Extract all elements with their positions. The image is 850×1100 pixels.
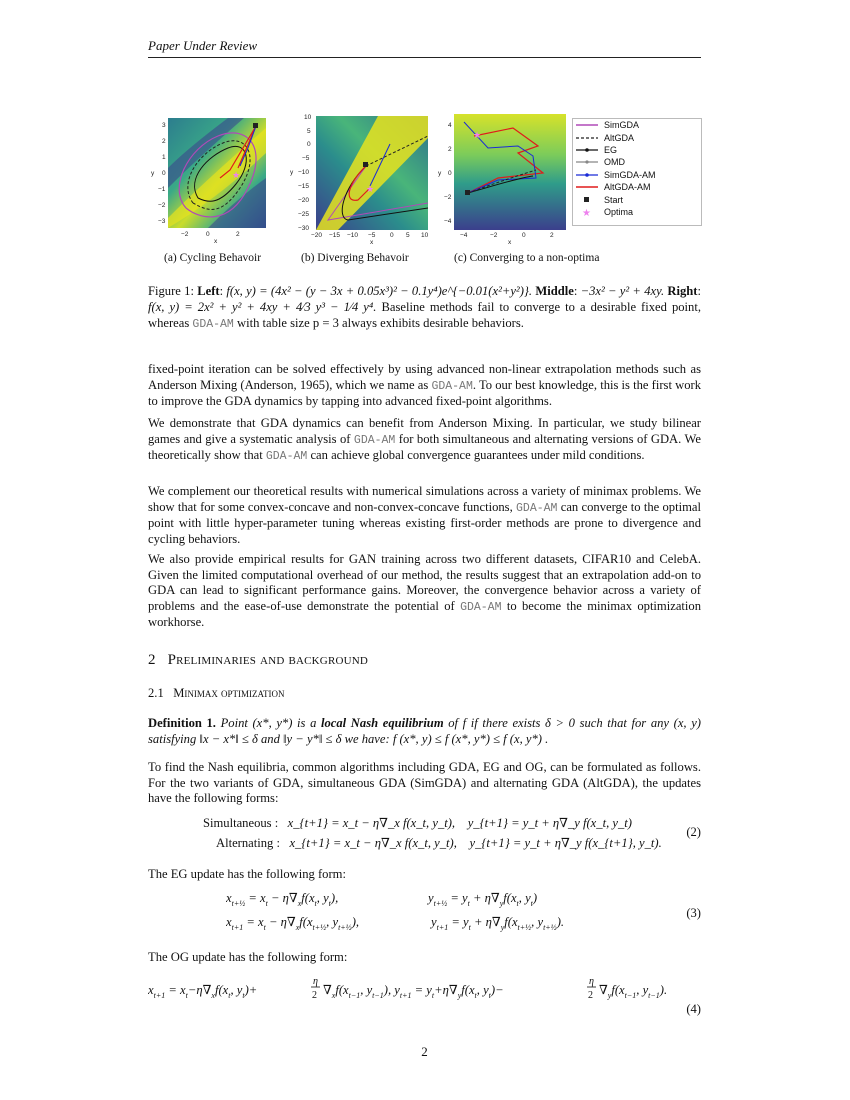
x-axis-label: x [214, 238, 218, 245]
y-tick: −3 [158, 218, 166, 225]
y-axis-label: y [438, 170, 442, 177]
x-tick: 5 [406, 232, 410, 239]
x-tick: −15 [329, 232, 341, 239]
y-tick: −30 [298, 225, 310, 232]
legend-swatch [576, 145, 598, 155]
paragraph-1: fixed-point iteration can be solved effectively by using advanced non-linear extrapolation methods such as Anderson Mixing (Anderson, 1965), which we name as GDA-AM. To our best knowledge, this is the first work to improve the GDA dynamics by tapping into advanced fixed-point algorithms. [148, 362, 701, 409]
legend-swatch [576, 157, 598, 167]
caption-middle-label: Middle [535, 284, 574, 298]
x-tick: −2 [490, 232, 498, 239]
x-tick: −5 [368, 232, 376, 239]
x-axis-label: x [370, 239, 374, 246]
subcaption-b: (b) Diverging Behavoir [301, 252, 409, 264]
legend-item: ★ Optima [573, 206, 701, 218]
method-name: GDA-AM [192, 318, 234, 331]
y-tick: 0 [162, 170, 166, 177]
y-tick: −2 [444, 194, 452, 201]
caption-text: with table size p = 3 always exhibits desirable behaviors. [237, 316, 524, 330]
start-marker [253, 123, 258, 128]
y-tick: 2 [448, 146, 452, 153]
x-tick: 2 [550, 232, 554, 239]
y-tick: 0 [307, 141, 311, 148]
caption-right-formula: f(x, y) = 2x² + y² + 4xy + 4⁄3 y³ − 1⁄4 y⁴. [148, 300, 377, 314]
caption-right-label: Right [667, 284, 698, 298]
y-tick: −4 [444, 218, 452, 225]
svg-text:η: η [313, 976, 318, 987]
y-tick: −5 [302, 155, 310, 162]
section-heading: 2 Preliminaries and background [148, 652, 369, 668]
equation-number: (4) [686, 1002, 701, 1016]
figure-caption: Figure 1: Left: f(x, y) = (4x² − (y − 3x + 0.05x³)² − 0.1y⁴)e^{−0.01(x²+y²)}. Middle: −3x² − y² + 4xy. Right: f(x, y) = 2x² + y² + 4xy + 4⁄3 y³ − 1⁄4 y⁴. Baseline methods fail to converge to a desirable fixed point, whereas GDA-AM with table size p = 3 always exhibits desirable behaviors. [148, 284, 701, 331]
svg-text:xt+1 = xt − η∇xf(xt+½, yt+½),: $x_{t+1} = x_t - \eta\nabla_xf(x_{t+\frac{1}{2}}$, $y_{t+\frac{1}{2}}$), [226, 915, 360, 932]
x-tick: 0 [206, 231, 210, 238]
y-tick: 10 [304, 114, 312, 121]
legend-swatch [576, 195, 598, 205]
method-name: GDA-AM [431, 379, 473, 393]
method-name: GDA-AM [460, 600, 502, 614]
figure-panel-b [288, 108, 438, 248]
figure-panel-c [438, 108, 573, 248]
subcaption-c: (c) Converging to a non-optima [454, 252, 600, 264]
y-tick: 0 [448, 170, 452, 177]
legend-swatch [576, 120, 598, 130]
svg-text:yt+1 = yt + η∇yf(xt+½, yt+½).: $y_{t+1} = y_t + \eta\nabla_yf(x_{t+\frac{1}{2}}$, $y_{t+\frac{1}{2}}$). [431, 915, 565, 932]
legend-item: AltGDA [573, 131, 701, 143]
legend-swatch [576, 207, 598, 217]
legend-item: AltGDA-AM [573, 181, 701, 193]
figure-panel-a [148, 108, 274, 248]
equation-2-simultaneous: Simultaneous : x_{t+1} = x_t − η∇_x f(x_t, y_t), y_{t+1} = y_t + η∇_y f(x_t, y_t) [203, 816, 632, 830]
x-tick: −4 [460, 232, 468, 239]
legend-item: OMD [573, 156, 701, 168]
svg-text:2: 2 [588, 990, 593, 1001]
optima-marker: ★ [366, 184, 375, 194]
x-tick: −20 [311, 232, 323, 239]
y-tick: 4 [448, 122, 452, 129]
paragraph-2: We demonstrate that GDA dynamics can benefit from Anderson Mixing. In particular, we study bilinear games and give a systematic analysis of GDA-AM for both simultaneous and alternating versions of GDA. We theoretically show that GDA-AM can achieve global convergence guarantees under mild conditions. [148, 416, 701, 464]
x-axis-label: x [508, 239, 512, 246]
y-tick: −15 [298, 183, 310, 190]
method-name: GDA-AM [353, 433, 396, 447]
y-axis-label: y [151, 170, 155, 177]
definition-1: Definition 1. Point (x*, y*) is a local Nash equilibrium of f if there exists δ > 0 such that for any (x, y) satisfying ‖x − x*‖ ≤ δ and ‖y − y*‖ ≤ δ we have: f (x*, y) ≤ f (x*, y*) ≤ f (x, y*) . [148, 716, 701, 746]
contour-background [454, 114, 566, 230]
x-tick: −2 [181, 231, 189, 238]
x-tick: 10 [421, 232, 429, 239]
subsection-heading: 2.1 Minimax optimization [148, 686, 285, 700]
paragraph-6: The EG update has the following form: [148, 867, 346, 881]
y-tick: −20 [298, 197, 310, 204]
paragraph-3: We complement our theoretical results with numerical simulations across a variety of minimax problems. We show that for some convex-concave and non-convex-concave functions, GDA-AM can converge to the optimal point with little hyper-parameter tuning whereas existing first-order methods are prone to divergence and cycling behaviors. [148, 484, 701, 546]
x-tick: −10 [347, 232, 359, 239]
y-axis-label: y [290, 169, 294, 176]
svg-text:∇xf(xt−1, yt−1), yt+1 = yt+η∇y: $\nabla_xf(x_{t-1}$, $y_{t-1}$), $y_{t+1} = y_t+\eta\nabla_yf(x_t$, $y_t)-$ [323, 983, 504, 1000]
y-tick: −10 [298, 169, 310, 176]
y-tick: 2 [162, 138, 166, 145]
y-tick: 3 [162, 122, 166, 129]
paragraph-5: To find the Nash equilibria, common algorithms including GDA, EG and OG, can be formulated as follows. For the two variants of GDA, simultaneous GDA (SimGDA) and alternating GDA (AltGDA), the updates have the following forms: [148, 760, 701, 806]
paragraph-4: We also provide empirical results for GAN training across two different datasets, CIFAR10 and CelebA. Given the limited computational overhead of our method, the results suggest that an extrapolation add-on to GDA can lead to significant performance gains. Moreover, the convergence behavior across a variety of problems and the ease-of-use demonstrate the potential of GDA-AM to become the minimax optimization workhorse. [148, 552, 702, 630]
caption-left-label: Left [197, 284, 220, 298]
svg-text:xt+½ = xt − η∇xf(xt, yt),: $x_{t+\frac{1}{2}} = x_t - \eta\nabla_xf(x_t$, $y_t$), [226, 891, 339, 908]
equation-number: (2) [686, 825, 701, 839]
legend-swatch [576, 170, 598, 180]
page-number: 2 [421, 1044, 428, 1059]
y-tick: −25 [298, 211, 310, 218]
caption-text: Baseline methods fail to converge to a desirable fixed point, whereas [148, 300, 701, 330]
equation-number: (3) [686, 906, 701, 920]
figure-legend [572, 118, 702, 226]
start-marker [465, 190, 470, 195]
legend-item: EG [573, 144, 701, 156]
y-tick: 5 [307, 128, 311, 135]
legend-swatch [576, 182, 598, 192]
legend-item: SimGDA [573, 119, 701, 131]
equation-2-alternating: Alternating : x_{t+1} = x_t − η∇_x f(x_t, y_t), y_{t+1} = y_t + η∇_y f(x_{t+1}, y_t). [216, 836, 662, 850]
svg-text:yt+½ = yt + η∇yf(xt, yt): $y_{t+\frac{1}{2}} = y_t + \eta\nabla_yf(x_t$, $y_t$) [428, 891, 538, 908]
method-name: GDA-AM [265, 450, 308, 464]
y-tick: −2 [158, 202, 166, 209]
caption-left-formula: f(x, y) = (4x² − (y − 3x + 0.05x³)² − 0.1y⁴)e^{−0.01(x²+y²)}. [226, 284, 533, 298]
y-tick: −1 [158, 186, 166, 193]
x-tick: 0 [390, 232, 394, 239]
legend-item: Start [573, 193, 701, 205]
running-title: Paper Under Review [148, 38, 701, 58]
equation-4 [148, 970, 701, 1002]
svg-text:η: η [589, 976, 594, 987]
x-tick: 2 [236, 231, 240, 238]
legend-swatch [576, 133, 598, 143]
paragraph-7: The OG update has the following form: [148, 950, 348, 964]
method-name: GDA-AM [516, 501, 558, 515]
subcaption-a: (a) Cycling Behavoir [164, 252, 262, 264]
svg-text:2: 2 [312, 990, 317, 1001]
y-tick: 1 [162, 154, 166, 161]
optima-marker: ★ [473, 130, 482, 140]
legend-item: SimGDA-AM [573, 169, 701, 181]
svg-text:∇yf(xt−1, yt−1).: $\nabla_yf(x_{t-1}$, $y_{t-1}$). [599, 983, 668, 1000]
optima-marker: ★ [232, 170, 241, 180]
caption-label: Figure 1: [148, 284, 194, 298]
svg-text:★: ★ [582, 207, 591, 217]
caption-middle-formula: −3x² − y² + 4xy. [580, 284, 665, 298]
equation-3 [226, 888, 626, 940]
x-tick: 0 [522, 232, 526, 239]
svg-text:xt+1 = xt−η∇xf(xt, yt)+: $x_{t+1} = x_t-\eta\nabla_xf(x_t$, $y_t)+$ [148, 983, 258, 1000]
start-marker [363, 162, 368, 167]
